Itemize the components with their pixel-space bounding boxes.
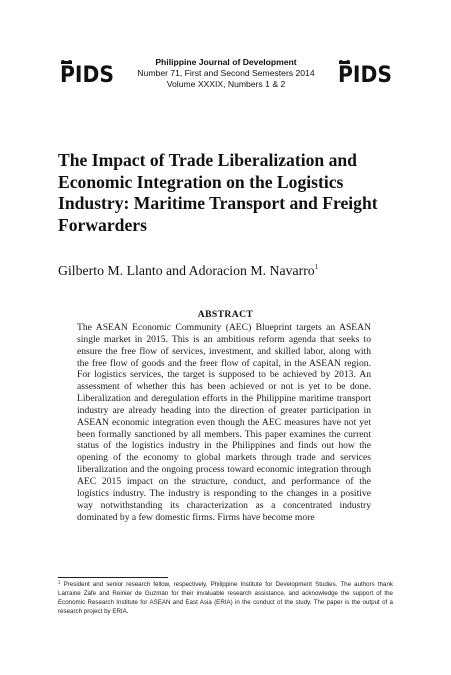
footnote (58, 581, 393, 617)
abstract-text: The ASEAN Economic Community (AEC) Blueprint targets an ASEAN single market in 2015. This is an ambitious reform agenda that seeks to ensure the free flow of services, investment, and skilled labor, along with the free flow of goods and the freer flow of capital, in the ASEAN region. For logistics services, the target is supposed to be achieved by 2013. An assessment of whether this has been achieved or not is yet to be done. Liberalization and deregulation efforts in the Philippine maritime transport industry are already heading into the direction of greater participation in ASEAN economic integration even though the AEC measures have not yet been formally sanctioned by all members. This paper examines the current status of the logistics industry in the Philippines and finds out how the opening of the economy to global markets through trade and services liberalization and the ongoing process toward economic integration through AEC 2015 impact on the structure, conduct, and performance of the logistics industry. The industry is responding to the changes in a positive way notwithstanding its characterization as a concentrated industry dominated by a few domestic firms. Firms have become more (77, 322, 371, 523)
author-line (58, 262, 398, 279)
logo-text: PIDS (338, 63, 392, 84)
footnote-text: President and senior research fellow, respectively, Philippine Institute for Development Studies. The authors thank Larraine Zafe and Reinier de Guzman for their invaluable research assistance, and acknowledge the support of the Economic Research Institute for ASEAN and East Asia (ERIA) in the conduct of the study. The paper is the output of a research project by ERIA. (58, 581, 393, 615)
footnote-mark: 1 (58, 579, 61, 585)
abstract-heading: ABSTRACT (197, 309, 254, 320)
volume-line: Volume XXXIX, Numbers 1 & 2 (166, 79, 286, 89)
logo-text: PIDS (60, 63, 114, 84)
article-title: The Impact of Trade Liberalization and Economic Integration on the Logistics Industry: Maritime Transport and Freight Forwarders (58, 150, 378, 235)
journal-header (120, 57, 332, 90)
author-footnote-mark[interactable]: 1 (314, 263, 319, 271)
issue-line: Number 71, First and Second Semesters 2014 (137, 68, 315, 78)
pids-logo-icon (336, 57, 394, 84)
pids-logo-icon (58, 57, 116, 84)
footnote-divider (58, 577, 168, 578)
author-names: Gilberto M. Llanto and Adoracion M. Navarro (58, 263, 315, 278)
journal-name: Philippine Journal of Development (155, 57, 297, 67)
